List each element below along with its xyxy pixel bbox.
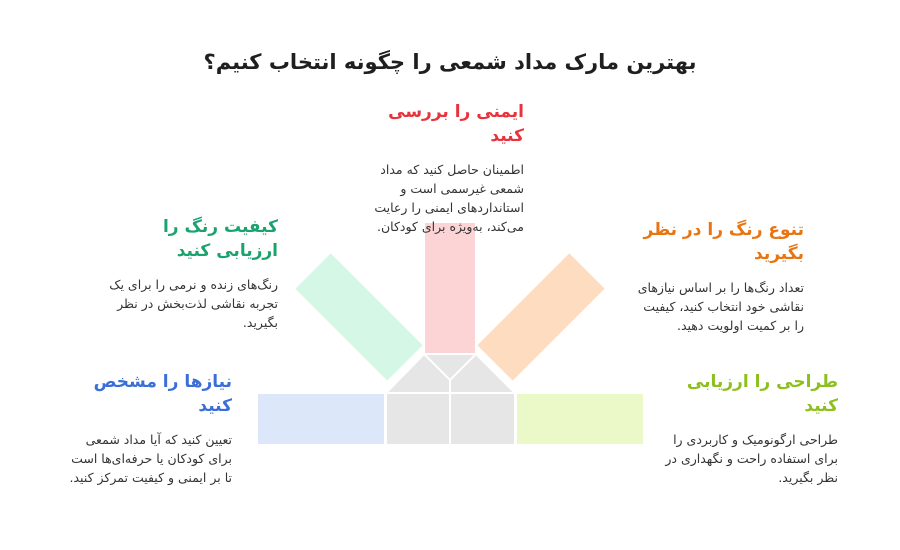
step-safety bbox=[360, 100, 524, 236]
step-safety-heading: ایمنی را بررسی کنید bbox=[388, 102, 524, 146]
design-bar bbox=[516, 393, 644, 445]
step-quality bbox=[98, 215, 278, 332]
page-title: بهترین مارک مداد شمعی را چگونه انتخاب کنیم؟ bbox=[203, 50, 697, 74]
center-hub bbox=[386, 354, 515, 445]
quality-bar bbox=[294, 252, 424, 382]
step-variety bbox=[632, 218, 804, 335]
step-needs-heading: نیازها را مشخص کنید bbox=[93, 372, 232, 416]
safety-bar bbox=[424, 222, 476, 354]
step-quality-text: رنگ‌های زنده و نرمی را برای یک تجربه نقاشی لذت‌بخش در نظر بگیرید. bbox=[109, 277, 278, 330]
step-design bbox=[652, 370, 838, 487]
step-variety-text: تعداد رنگ‌ها را بر اساس نیازهای نقاشی خود انتخاب کنید، کیفیت را بر کمیت اولویت دهید. bbox=[637, 280, 804, 333]
variety-bar bbox=[476, 252, 606, 382]
step-design-text: طراحی ارگونومیک و کاربردی را برای استفاده راحت و نگهداری در نظر بگیرید. bbox=[665, 432, 838, 485]
step-variety-heading: تنوع رنگ را در نظر بگیرید bbox=[643, 220, 804, 264]
step-needs-text: تعیین کنید که آیا مداد شمعی برای کودکان یا حرفه‌ای‌ها است تا بر ایمنی و کیفیت تمرکز کنید. bbox=[69, 432, 232, 485]
step-quality-heading: کیفیت رنگ را ارزیابی کنید bbox=[162, 217, 278, 261]
needs-bar bbox=[257, 393, 385, 445]
step-design-heading: طراحی را ارزیابی کنید bbox=[686, 372, 838, 416]
step-needs bbox=[60, 370, 232, 487]
step-safety-text: اطمینان حاصل کنید که مداد شمعی غیرسمی است و استانداردهای ایمنی را رعایت می‌کند، به‌ویژه برای کودکان. bbox=[374, 162, 524, 234]
